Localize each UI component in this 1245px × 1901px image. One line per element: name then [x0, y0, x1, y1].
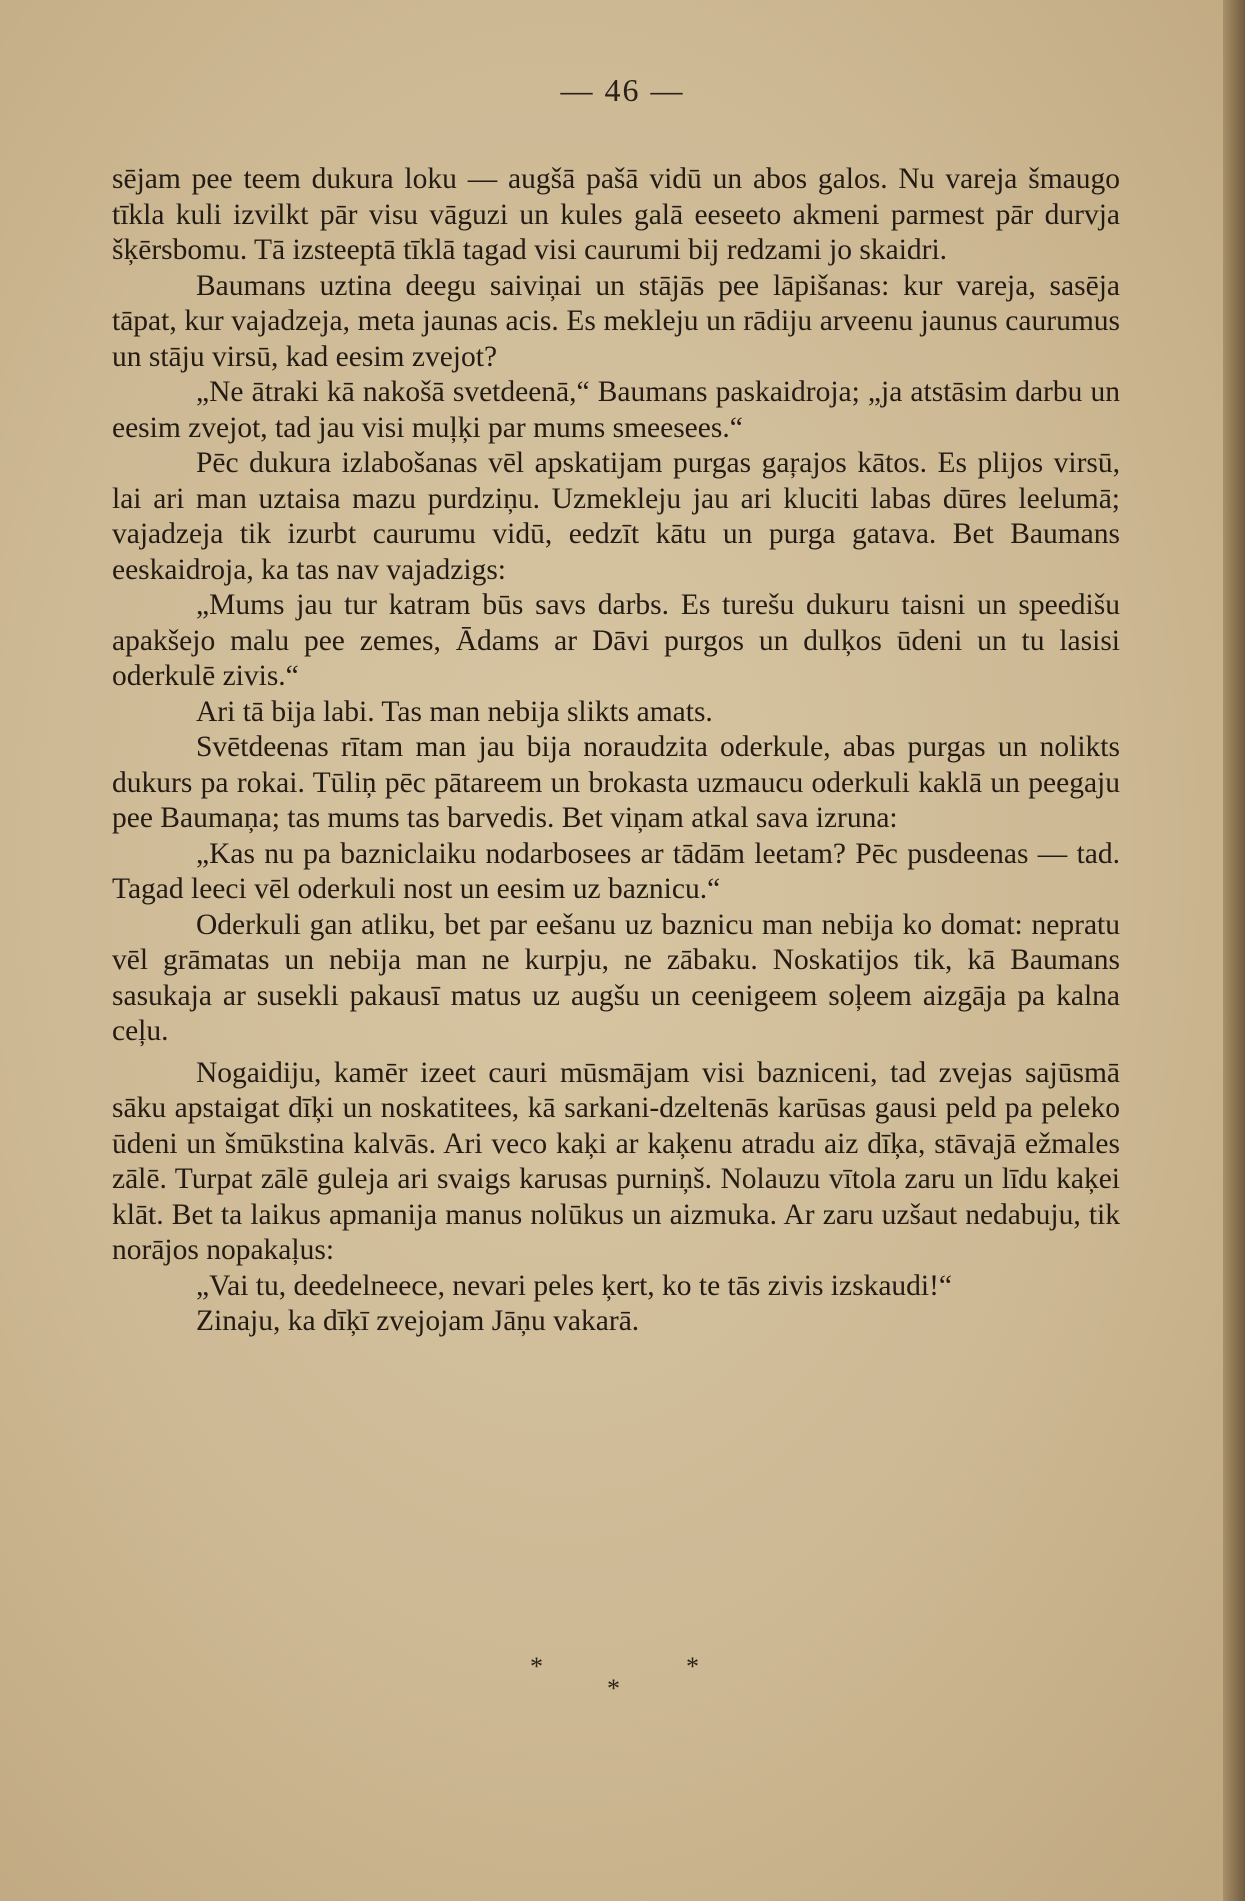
section-separator [0, 1652, 1245, 1712]
paragraph: Pēc dukura izlabošanas vēl apskatijam purgas gaŗajos kātos. Es plijos virsū, lai ari man uztaisa mazu purdziņu. Uzmekleju jau ari kluciti labas dūres leelumā; vajadzeja tik izurbt caurumu vidū, eedzīt kātu un purga gatava. Bet Baumans eeskaidroja, ka tas nav vajadzigs: [112, 447, 1120, 586]
paragraph: Zinaju, ka dīķī zvejojam Jāņu vakarā. [196, 1305, 640, 1337]
asterisk: * [607, 1674, 620, 1703]
paragraph: „Vai tu, deedelneece, nevari peles ķert, ko te tās zivis izskaudi!“ [196, 1269, 953, 1302]
asterisk: * [686, 1652, 699, 1681]
paragraph: „Kas nu pa bazniclaiku nodarbosees ar tādām leetam? Pēc pusdeenas — tad. Tagad leeci vēl oderkuli nost un eesim uz baznicu.“ [112, 837, 1120, 905]
paragraph: „Ne ātraki kā nakošā svetdeenā,“ Baumans paskaidroja; „ja atstāsim darbu un eesim zvejot, tad jau visi muļķi par mums smeesees.“ [112, 376, 1120, 444]
paragraph: Oderkuli gan atliku, bet par eešanu uz baznicu man nebija ko domat: nepratu vēl grāmatas un nebija man ne kurpju, ne zābaku. Noskatijos tik, kā Baumans sasukaja ar susekli pakausī matus uz augšu un ceenigeem soļeem aizgāja pa kalna ceļu. [112, 908, 1120, 1047]
page-number: — 46 — [560, 72, 685, 108]
paragraph: „Mums jau tur katram būs savs darbs. Es turešu dukuru taisni un speedišu apakšejo malu pee zemes, Ādams ar Dāvi purgos un dulķos ūdeni un tu lasisi oderkulē zivis.“ [112, 589, 1120, 692]
paragraph: Ari tā bija labi. Tas man nebija slikts amats. [196, 695, 713, 728]
paragraph: Nogaidiju, kamēr izeet cauri mūsmājam visi bazniceni, tad zvejas sajūsmā sāku apstaigat dīķi un noskatitees, kā sarkani-dzeltenās karūsas gausi peld pa peleko ūdeni un šmūkstina kalvās. Ari veco kaķi ar kaķenu atradu aiz dīķa, stāvajā ežmales zālē. Turpat zālē guleja ari svaigs karusas purniņš. Nolauzu vītola zaru un līdu kaķei klāt. Bet ta laikus apmanija manus nolūkus un aizmuka. Ar zaru uzšaut nedabuju, tik norājos nopakaļus: [112, 1056, 1120, 1266]
body-text [112, 162, 1120, 1340]
paragraph: sējam pee teem dukura loku — augšā pašā vidū un abos galos. Nu vareja šmaugo tīkla kuli izvilkt pār visu vāguzi un kules galā eeseeto akmeni parmest pār durvja šķērsbomu. Tā izsteeptā tīklā tagad visi caurumi bij redzami jo skaidri. [112, 163, 1120, 266]
asterisk: * [530, 1652, 543, 1681]
page-edge [1223, 0, 1245, 1901]
paragraph: Svētdeenas rītam man jau bija noraudzita oderkule, abas purgas un nolikts dukurs pa rokai. Tūliņ pēc pātareem un brokasta uzmaucu oderkuli kaklā un peegaju pee Baumaņa; tas mums tas barvedis. Bet viņam atkal sava izruna: [112, 731, 1120, 834]
paragraph: Baumans uztina deegu saiviņai un stājās pee lāpišanas: kur vareja, sasēja tāpat, kur vajadzeja, meta jaunas acis. Es mekleju un rādiju arveenu jaunus caurumus un stāju virsū, kad eesim zvejot? [112, 269, 1120, 373]
